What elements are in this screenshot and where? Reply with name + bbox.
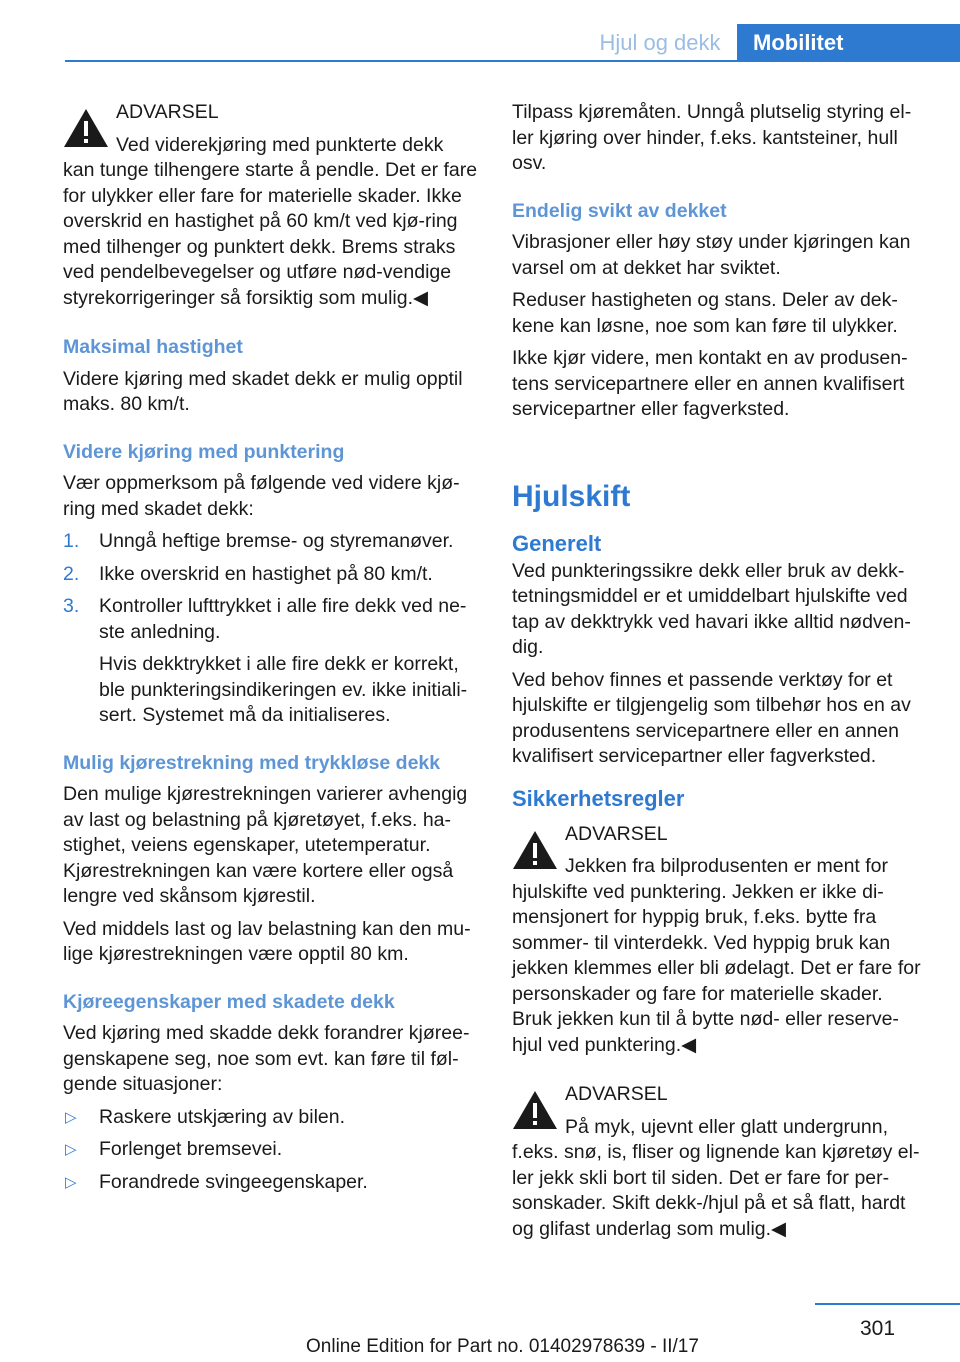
warning-triangle-icon (63, 108, 109, 148)
warning-box (63, 100, 478, 311)
list-note: Hvis dekktrykket i alle fire dekk er korrekt, ble punkteringsindikeringen ev. ikke initiali‐sert. Systemet må da initialiseres. (99, 653, 468, 726)
paragraph: Reduser hastigheten og stans. Deler av dek‐kene kan løsne, noe som kan føre til ulykker. (512, 289, 898, 337)
bullet-list (63, 1105, 478, 1196)
heading-safety-rules: Sikkerhetsregler (512, 785, 685, 811)
warning-title: ADVARSEL (565, 1083, 668, 1105)
subheading-range: Mulig kjørestrekning med trykkløse dekk (63, 751, 441, 774)
warning-box (512, 822, 927, 1059)
paragraph: Videre kjøring med skadet dekk er mulig opptil maks. 80 km/t. (63, 367, 463, 415)
list-item-text: Raskere utskjæring av bilen. (99, 1105, 346, 1128)
page-number: 301 (860, 1317, 896, 1340)
warning-box (512, 1082, 927, 1242)
heading-general: Generelt (512, 530, 602, 556)
paragraph: Ikke kjør videre, men kontakt en av produsen‐tens servicepartnere eller en annen kvalifisert servicepartner eller fagverksted. (512, 347, 908, 420)
section-title: Hjulskift (512, 479, 631, 513)
warning-text: f.eks. snø, is, fliser og lignende kan kjøretøy el‐ler jekk skli bort til siden. Det er fare for per‐sonskader. Skift dekk-/hjul på et så flatt, hardt og glifast underlag som mulig.◀ (512, 1141, 920, 1240)
subheading-max-speed: Maksimal hastighet (63, 336, 243, 358)
header-tab-section: Hjul og dekk (599, 29, 721, 55)
list-item-text: Forandrede svingeegenskaper. (99, 1170, 368, 1193)
triangle-bullet-icon: ▷ (65, 1108, 77, 1126)
subheading-continue-driving: Videre kjøring med punktering (63, 440, 345, 463)
edition-footer: Online Edition for Part no. 01402978639 - II/17 (306, 1336, 699, 1357)
warning-text: hjulskifte ved punktering. Jekken er ikke di‐mensjonert for hyppig bruk, f.eks. bytte fra sommer- til vinterdekk. Ved hyppig bruk kan jekken klemmes eller bli ødelagt. Det er fare for personskader og fare for materielle skader. Bruk jekken kun til å bytte nød- eller reserve‐hjul ved punktering.◀ (512, 880, 921, 1056)
list-item (63, 529, 478, 555)
right-column (512, 100, 927, 1266)
left-column (63, 100, 478, 1202)
warning-text-first-line: Jekken fra bilprodusenten er ment for (565, 855, 889, 877)
triangle-bullet-icon: ▷ (65, 1141, 77, 1158)
paragraph: Vær oppmerksom på følgende ved videre kjø‐ring med skadet dekk: (63, 472, 460, 520)
list-item (63, 1137, 478, 1163)
warning-text-first-line: Ved viderekjøring med punkterte dekk (116, 133, 444, 156)
paragraph: Ved punkteringssikre dekk eller bruk av dekk‐tetningsmiddel er et umiddelbart hjulskifte ved tap av dekktrykk ved havari ikke alltid nødven‐dig. (512, 559, 911, 658)
header-tab-chapter: Mobilitet (737, 24, 960, 61)
list-item-text: Forlenget bremsevei. (99, 1138, 283, 1160)
footer-rule (815, 1303, 960, 1305)
list-item (63, 562, 478, 588)
list-number: 1. (63, 530, 80, 552)
paragraph: Ved behov finnes et passende verktøy for et hjulskifte er tilgjengelig som tilbehør hos en av produsentens servicepartnere eller en annen kvalifisert servicepartner eller fagverksted. (512, 668, 911, 767)
list-item (63, 594, 478, 645)
paragraph: Ved kjøring med skadde dekk forandrer kjøree‐genskapene seg, noe som evt. kan føre til føl‐gende situasjoner: (63, 1022, 470, 1095)
warning-title: ADVARSEL (565, 822, 668, 845)
list-item-text: Kontroller lufttrykket i alle fire dekk ved ne‐ste anledning. (99, 595, 467, 643)
header-rule (65, 60, 960, 62)
list-number: 2. (63, 562, 80, 585)
triangle-bullet-icon: ▷ (65, 1173, 77, 1191)
subheading-tire-failure: Endelig svikt av dekket (512, 199, 727, 222)
list-item-text: Ikke overskrid en hastighet på 80 km/t. (99, 562, 433, 585)
warning-title: ADVARSEL (116, 101, 219, 123)
list-item-text: Unngå heftige bremse- og styremanøver. (99, 530, 454, 552)
numbered-list (63, 529, 478, 645)
paragraph: Vibrasjoner eller høy støy under kjøringen kan varsel om at dekket har sviktet. (512, 231, 911, 279)
warning-triangle-icon (512, 1090, 558, 1130)
paragraph: Den mulige kjørestrekningen varierer avhengig av last og belastning på kjøretøyet, f.eks. ha‐stighet, veiens egenskaper, utetemperatur. Kjørestrekningen kan være kortere eller også lengre ved skånsom kjørestil. (63, 783, 468, 907)
list-number: 3. (63, 595, 80, 617)
warning-triangle-icon (512, 830, 558, 870)
list-item (63, 1170, 478, 1196)
paragraph: Tilpass kjøremåten. Unngå plutselig styring el‐ler kjøring over hinder, f.eks. kantsteiner, hull osv. (512, 101, 912, 174)
list-item (63, 1105, 478, 1131)
warning-text: kan tunge tilhengere starte å pendle. Det er fare for ulykker eller fare for materielle skader. Ikke overskrid en hastighet på 60 km/t ved kjø‐ring med tilhenger og punktert dekk. Brems straks ved pendelbevegelser og utføre nød‐vendige styrekorrigeringer så forsiktig som mulig.◀ (63, 159, 478, 309)
paragraph: Ved middels last og lav belastning kan den mu‐lige kjørestrekningen være opptil 80 km. (63, 917, 471, 965)
warning-text-first-line: På myk, ujevnt eller glatt undergrunn, (565, 1115, 889, 1138)
subheading-handling: Kjøreegenskaper med skadete dekk (63, 990, 395, 1013)
